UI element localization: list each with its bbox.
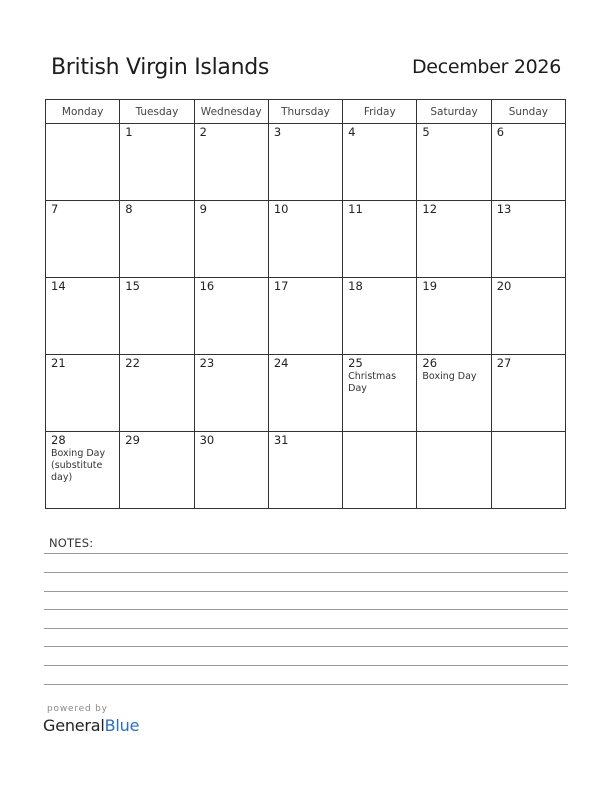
day-cell <box>491 432 565 509</box>
note-line <box>44 665 568 666</box>
note-line <box>44 628 568 629</box>
note-line <box>44 646 568 647</box>
day-number: 25 <box>348 356 363 370</box>
day-number: 29 <box>125 433 140 447</box>
day-cell <box>120 278 194 355</box>
weekday-monday: Monday <box>46 100 120 124</box>
weekday-wednesday: Wednesday <box>194 100 268 124</box>
day-cell <box>194 201 268 278</box>
day-number: 22 <box>125 356 140 370</box>
day-cell <box>343 201 417 278</box>
day-cell <box>46 432 120 509</box>
day-cell <box>343 124 417 201</box>
day-number: 19 <box>422 279 438 293</box>
day-cell <box>417 355 491 432</box>
day-number: 18 <box>348 279 363 293</box>
month-year-title: December 2026 <box>411 56 561 78</box>
note-line <box>44 553 568 554</box>
weekday-saturday: Saturday <box>417 100 491 124</box>
weekday-friday: Friday <box>343 100 417 124</box>
day-cell <box>120 124 194 201</box>
day-number: 9 <box>199 202 207 216</box>
day-cell <box>268 278 342 355</box>
day-cell <box>268 201 342 278</box>
note-line <box>44 609 568 610</box>
day-cell <box>46 124 120 201</box>
day-number: 23 <box>199 356 215 370</box>
week-row <box>46 432 566 509</box>
day-number: 30 <box>199 433 215 447</box>
holiday-label: Boxing Day (substitute day) <box>51 448 106 483</box>
day-cell <box>268 124 342 201</box>
day-number: 24 <box>273 356 289 370</box>
note-line <box>44 591 568 592</box>
brand-blue: Blue <box>104 716 140 735</box>
day-number: 1 <box>125 125 133 139</box>
day-number: 16 <box>199 279 215 293</box>
weekday-sunday: Sunday <box>491 100 565 124</box>
week-row <box>46 278 566 355</box>
day-number <box>46 124 119 126</box>
day-cell <box>417 278 491 355</box>
day-number: 12 <box>422 202 438 216</box>
day-number: 31 <box>273 433 289 447</box>
day-number: 13 <box>496 202 512 216</box>
day-number: 5 <box>422 125 430 139</box>
day-number: 28 <box>51 433 66 447</box>
day-number: 15 <box>125 279 140 293</box>
holiday-label: Christmas Day <box>348 371 397 394</box>
day-cell <box>46 201 120 278</box>
day-number: 14 <box>51 279 66 293</box>
note-line <box>44 684 568 685</box>
day-cell <box>417 432 491 509</box>
weekday-tuesday: Tuesday <box>120 100 194 124</box>
powered-by-text: powered by <box>47 704 108 714</box>
day-cell <box>194 355 268 432</box>
day-number: 21 <box>51 356 66 370</box>
calendar-grid <box>45 99 566 509</box>
day-number: 17 <box>273 279 289 293</box>
day-cell <box>491 278 565 355</box>
day-cell <box>194 432 268 509</box>
brand-general: General <box>43 716 105 735</box>
day-number: 2 <box>199 125 207 139</box>
day-number <box>343 432 416 434</box>
weekday-header-row <box>46 100 566 124</box>
day-number <box>492 432 565 434</box>
day-number: 11 <box>348 202 363 216</box>
generalblue-logo <box>43 716 139 735</box>
weekday-thursday: Thursday <box>268 100 342 124</box>
day-cell <box>194 278 268 355</box>
week-row <box>46 355 566 432</box>
day-cell <box>343 355 417 432</box>
day-number: 3 <box>273 125 282 139</box>
day-number: 27 <box>496 356 512 370</box>
day-cell <box>46 355 120 432</box>
day-number: 4 <box>348 125 356 139</box>
day-cell <box>194 124 268 201</box>
day-cell <box>417 124 491 201</box>
day-number: 7 <box>51 202 59 216</box>
day-number: 10 <box>273 202 289 216</box>
day-cell <box>268 355 342 432</box>
day-cell <box>491 355 565 432</box>
week-row <box>46 124 566 201</box>
day-cell <box>491 201 565 278</box>
day-number: 6 <box>496 125 505 139</box>
day-cell <box>120 201 194 278</box>
day-cell <box>491 124 565 201</box>
notes-label: NOTES: <box>49 536 94 550</box>
holiday-label: Boxing Day <box>422 371 477 382</box>
day-number: 8 <box>125 202 133 216</box>
day-cell <box>343 432 417 509</box>
day-cell <box>268 432 342 509</box>
country-title: British Virgin Islands <box>51 55 270 80</box>
day-cell <box>46 278 120 355</box>
note-line <box>44 572 568 573</box>
week-row <box>46 201 566 278</box>
day-cell <box>120 355 194 432</box>
day-cell <box>343 278 417 355</box>
day-cell <box>417 201 491 278</box>
day-number <box>417 432 490 434</box>
day-number: 20 <box>496 279 512 293</box>
day-number: 26 <box>422 356 438 370</box>
day-cell <box>120 432 194 509</box>
